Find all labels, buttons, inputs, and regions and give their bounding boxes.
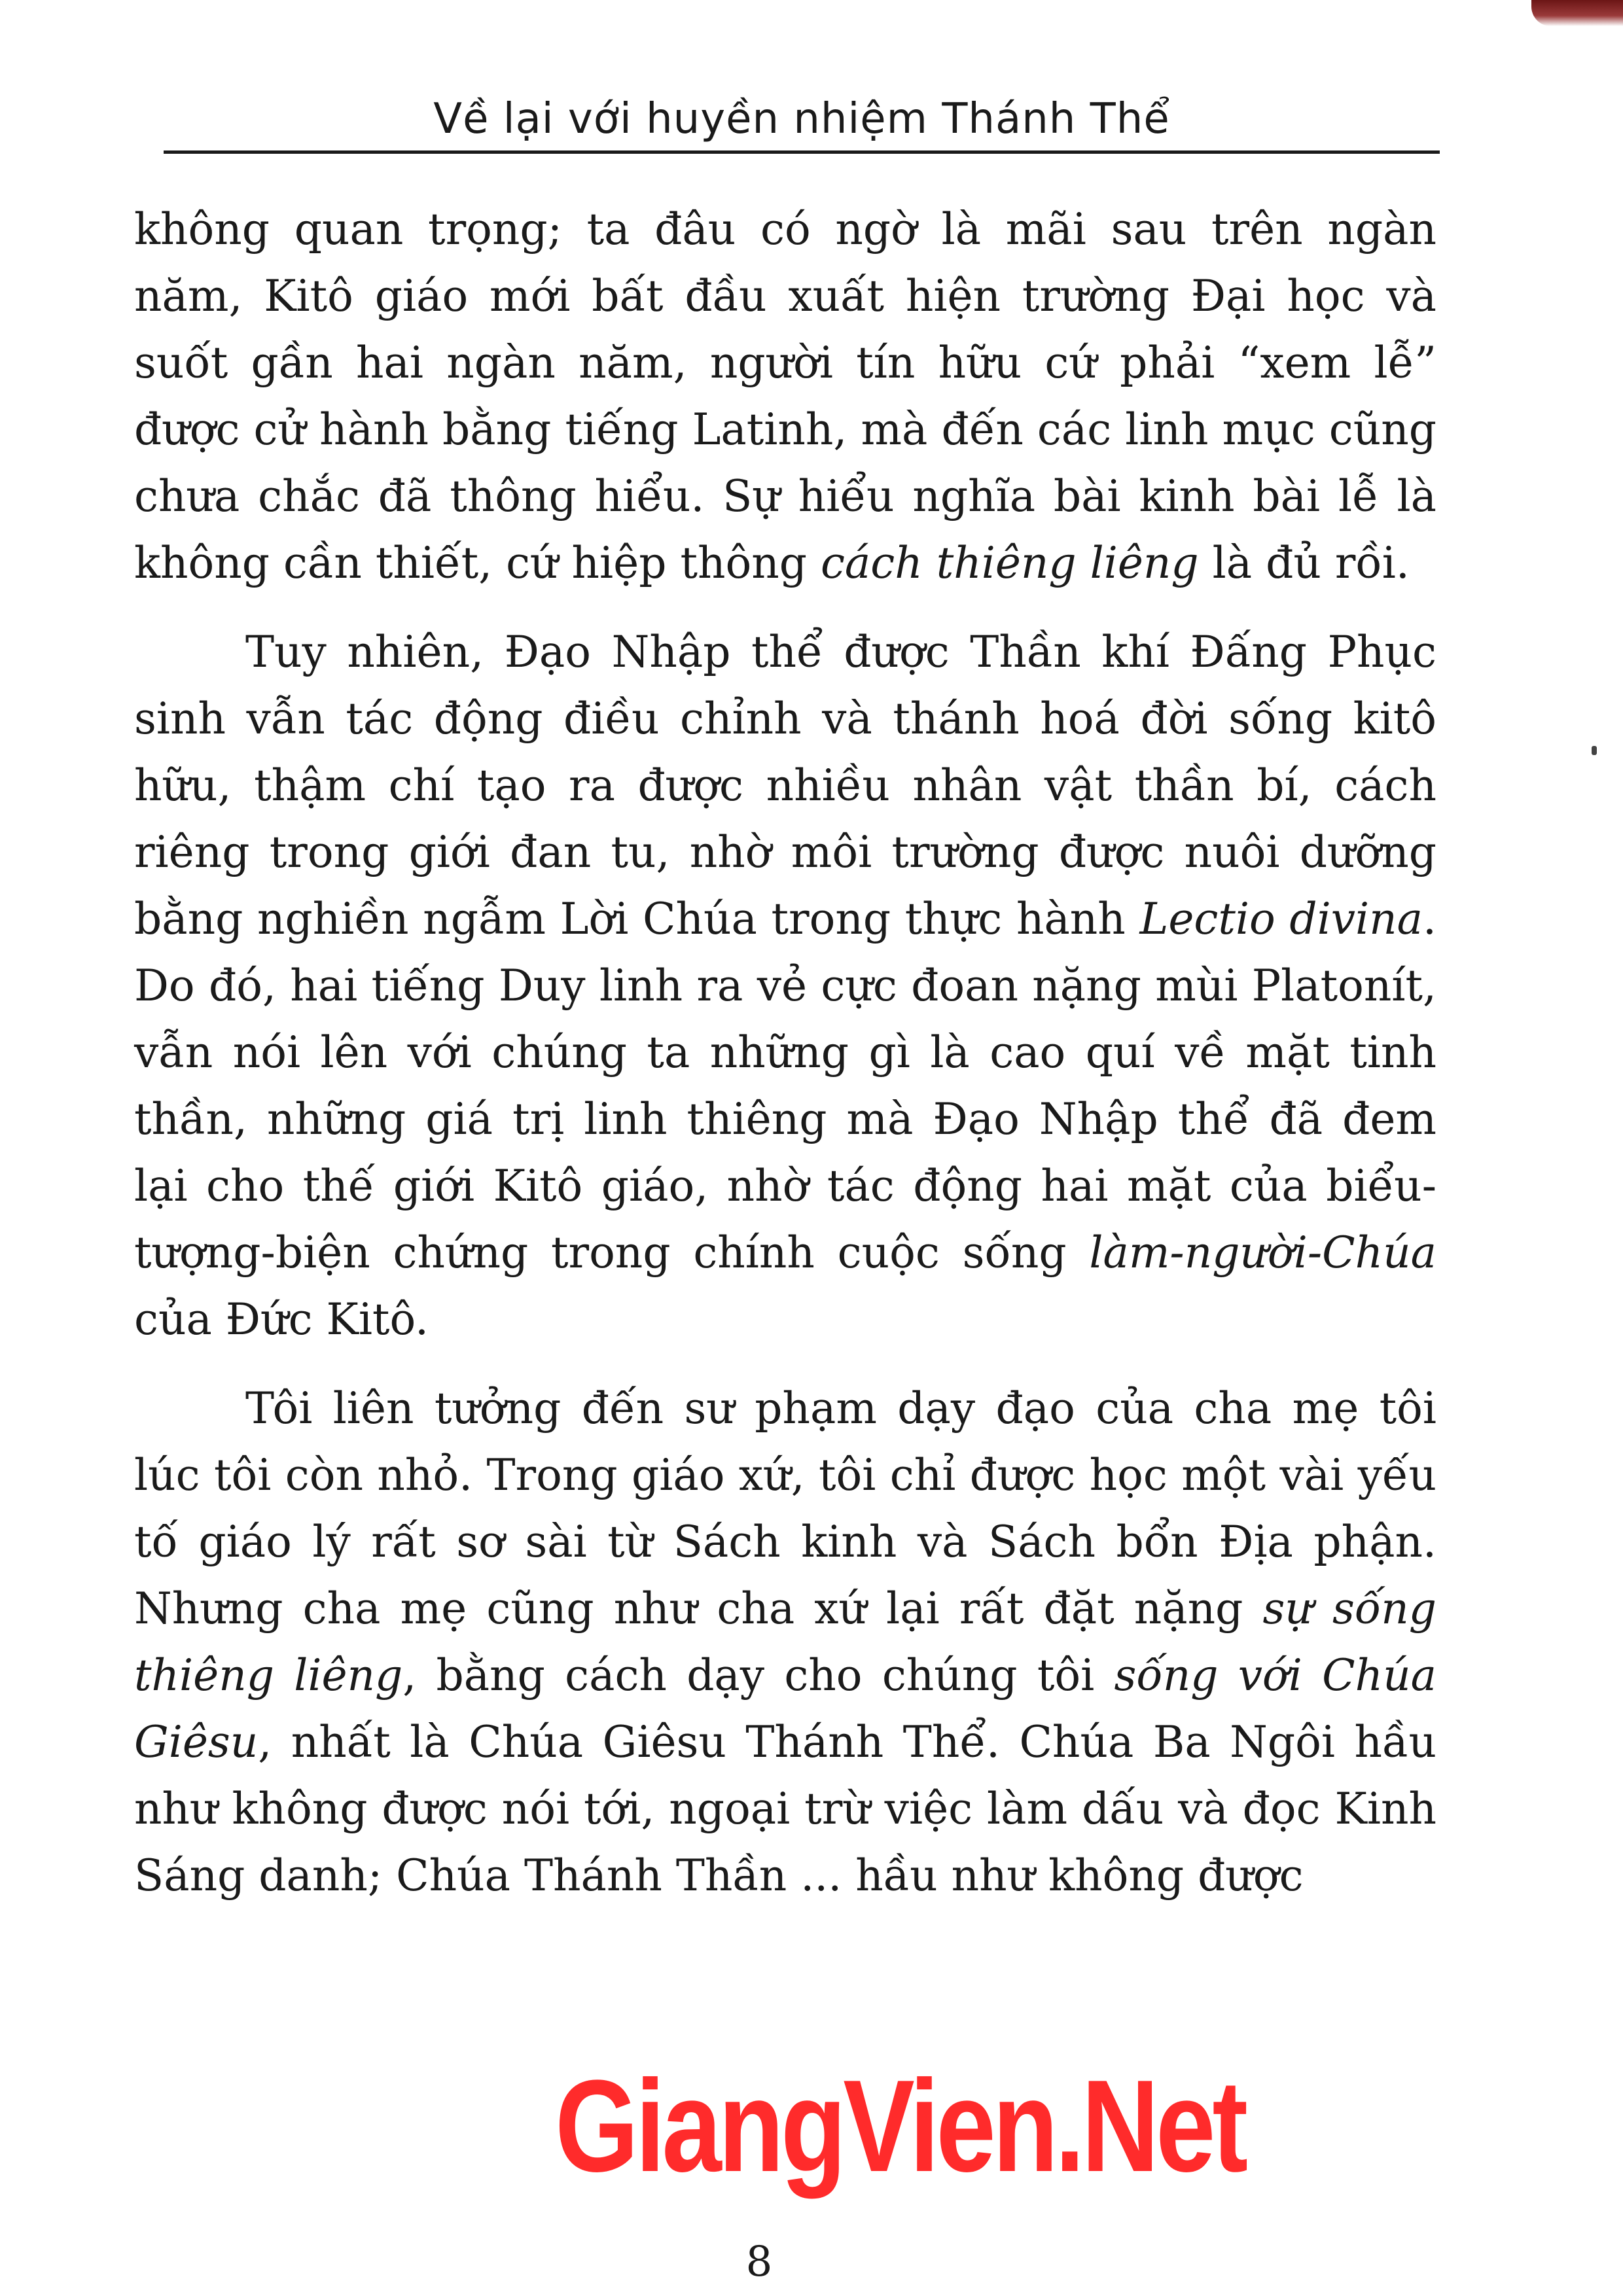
italic-segment: Lectio divina (1139, 894, 1423, 944)
paragraph-3 (134, 1375, 1436, 1909)
text-segment: Tôi liên tưởng đến sư phạm dạy đạo của cha mẹ tôi lúc tôi còn nhỏ. Trong giáo xứ, tôi chỉ được học một vài yếu tố giáo lý rất sơ sài từ Sách kinh và Sách bổn Địa phận. Nhưng cha mẹ cũng như cha xứ lại rất đặt nặng (134, 1383, 1436, 1634)
text-segment: của Đức Kitô. (134, 1294, 429, 1345)
paragraph-1 (134, 196, 1436, 597)
running-header: Về lại với huyền nhiệm Thánh Thể (433, 95, 1170, 143)
paragraph-2 (134, 619, 1436, 1353)
italic-segment: cách thiêng liêng (820, 538, 1199, 588)
page-edge-mark (1531, 0, 1623, 26)
text-segment: không quan trọng; ta đâu có ngờ là mãi sau trên ngàn năm, Kitô giáo mới bất đầu xuất hiện trường Đại học và suốt gần hai ngàn năm, người tín hữu cứ phải “xem lễ” được cử hành bằng tiếng Latinh, mà đến các linh mục cũng chưa chắc đã thông hiểu. Sự hiểu nghĩa bài kinh bài lễ là không cần thiết, cứ hiệp thông (134, 204, 1436, 588)
header-rule (164, 150, 1440, 154)
page-number: 8 (745, 2238, 773, 2286)
watermark-logo: GiangVien.Net (555, 2053, 1245, 2199)
text-segment: , nhất là Chúa Giêsu Thánh Thể. Chúa Ba Ngôi hầu như không được nói tới, ngoại trừ việc làm dấu và đọc Kinh Sáng danh; Chúa Thánh Thần ... hầu như không được (134, 1717, 1436, 1901)
body-text (134, 196, 1436, 1932)
text-segment: Tuy nhiên, Đạo Nhập thể được Thần khí Đấng Phục sinh vẫn tác động điều chỉnh và thánh hoá đời sống kitô hữu, thậm chí tạo ra được nhiều nhân vật thần bí, cách riêng trong giới đan tu, nhờ môi trường được nuôi dưỡng bằng nghiền ngẫm Lời Chúa trong thực hành (134, 627, 1436, 944)
text-segment: là đủ rồi. (1198, 538, 1410, 588)
italic-segment: sống với Chúa Giêsu (134, 1650, 1436, 1767)
text-segment: . Do đó, hai tiếng Duy linh ra vẻ cực đoan nặng mùi Platonít, vẫn nói lên với chúng ta những gì là cao quí về mặt tinh thần, những giá trị linh thiêng mà Đạo Nhập thể đã đem lại cho thế giới Kitô giáo, nhờ tác động hai mặt của biểu-tượng-biện chứng trong chính cuộc sống (134, 894, 1436, 1278)
italic-segment: sự sống thiêng liêng (134, 1583, 1436, 1701)
scan-speck (1592, 746, 1597, 755)
italic-segment: làm-người-Chúa (1089, 1227, 1436, 1278)
text-segment: , bằng cách dạy cho chúng tôi (402, 1650, 1115, 1701)
